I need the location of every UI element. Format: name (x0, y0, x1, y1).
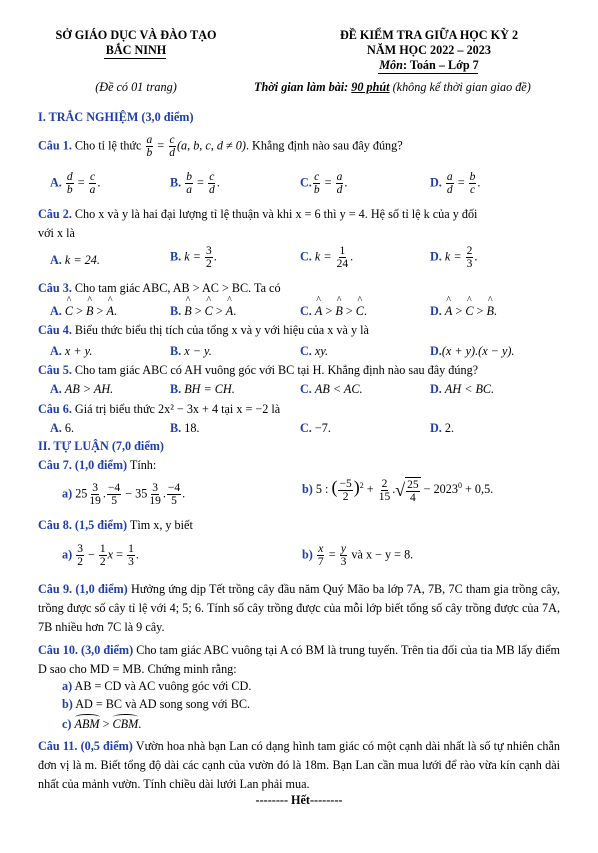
subject-value: : Toán – Lớp 7 (402, 58, 479, 72)
option-label: B. (170, 421, 182, 435)
q3-option-a[interactable]: A. ^ C > ^ B > ^ A. (50, 304, 117, 319)
option-label: D. (430, 344, 442, 358)
option-label: A. (50, 382, 62, 396)
q1-option-a[interactable]: A. $\frac{d}{b}$ = $\frac{c}{a}$ . (50, 171, 101, 197)
option-label: B. (170, 249, 182, 264)
question-8 (38, 518, 193, 533)
q1-option-b[interactable]: B. $\frac{b}{a}$ = $\frac{c}{d}$ . (170, 171, 220, 197)
question-4 (38, 323, 369, 338)
question-10-label: Câu 10. (38, 643, 78, 657)
part-label: c) (62, 717, 72, 731)
q5-option-d-text: AH < BC. (444, 382, 495, 396)
question-8-label: Câu 8. (38, 518, 72, 532)
option-label: A. (50, 304, 62, 318)
q2-option-c-text: k = (314, 249, 332, 264)
section-2-title: II. TỰ LUẬN (7,0 điểm) (38, 439, 164, 453)
q6-option-c[interactable] (300, 421, 331, 436)
part-label: a) (62, 486, 73, 501)
subject-line (286, 58, 572, 73)
question-3 (38, 281, 281, 296)
q10-part-c: c) ABM > CBM. (62, 717, 142, 731)
option-label: D. (430, 249, 442, 264)
province-name: BẮC NINH (105, 43, 167, 57)
question-11-text: Vườn hoa nhà bạn Lan có dạng hình tam giác có một cạnh dài nhất là số tự nhiên chẵn đơn vị là m. Biết tổng độ dài các cạnh của vườn đó là 18m. Bạn Lan cần mua lưới để rào vừa kín cạnh dài nhất của mảnh vườn. Tính chiều dài lưới Lan phải mua. (38, 739, 561, 791)
q3-option-d[interactable]: D. ^ A > ^ C > ^ B. (430, 304, 497, 319)
q8-part-b-tail: và x − y = 8. (348, 547, 414, 562)
question-9-text: Hưởng ứng dịp Tết trồng cây đầu năm Quý Mão ba lớp 7A, 7B, 7C tham gia trồng cây, trồng được số cây tỉ lệ với 4; 5; 6. Tính số cây trồng được của mỗi lớp biết tổng số cây trồng được của 7A, 7B nhiều hơn 7C là 9 cây. (38, 582, 560, 634)
option-label: A. (50, 344, 62, 358)
header-underline-right (378, 73, 478, 74)
question-8-text: Tìm x, y biết (127, 518, 193, 532)
q3-option-b[interactable]: B. ^ B > ^ C > ^ A. (170, 304, 236, 319)
question-7-points: (1,0 điểm) (74, 458, 128, 472)
subject-label: Môn (379, 58, 403, 72)
question-9 (38, 580, 560, 637)
question-6-text: Giá trị biểu thức 2x² − 3x + 4 tại x = −2 là (71, 402, 281, 416)
exam-title: ĐỀ KIỂM TRA GIỮA HỌC KỲ 2 (339, 28, 519, 42)
header-underline-left (104, 58, 166, 59)
q4-option-c-text: xy. (314, 344, 329, 358)
question-3-text: Cho tam giác ABC, AB > AC > BC. Ta có (71, 281, 281, 295)
q5-option-b[interactable] (170, 382, 235, 397)
question-6 (38, 402, 280, 417)
question-8-points: (1,5 điểm) (74, 518, 128, 532)
q2-option-a[interactable] (50, 253, 100, 268)
option-label: B. (170, 382, 182, 396)
q5-option-c[interactable] (300, 382, 363, 397)
option-label: C. (300, 344, 312, 358)
question-2 (38, 207, 477, 222)
q2-option-a-text: k = 24. (64, 253, 100, 267)
q1-option-c[interactable]: C. $\frac{c}{b}$ = $\frac{a}{d}$ . (300, 171, 348, 197)
option-label: D. (430, 382, 442, 396)
part-label: a) (62, 547, 73, 562)
question-3-label: Câu 3. (38, 281, 72, 295)
q4-option-d[interactable] (430, 344, 514, 359)
option-label: B. (170, 304, 182, 318)
q5-option-d[interactable] (430, 382, 494, 397)
q6-option-d[interactable] (430, 421, 454, 436)
q7-part-b: b) 5 : ( $\frac{-5}{2}$ )$^2$ + $\frac{2}{15}$ . √ $\frac{25}{4}$ − $2023^0 + 0,5$. (302, 477, 494, 504)
q4-option-a-text: x + y. (64, 344, 93, 358)
q2-option-c[interactable]: C. k = $\frac{1}{24}$ . (300, 245, 354, 271)
question-1-label: Câu 1. (38, 138, 72, 153)
q5-option-b-text: BH = CH. (184, 382, 235, 396)
option-label: D. (430, 421, 442, 435)
question-4-label: Câu 4. (38, 323, 72, 337)
q10-part-a (62, 679, 251, 694)
part-label: b) (302, 482, 313, 496)
question-6-label: Câu 6. (38, 402, 72, 416)
question-9-label: Câu 9. (38, 582, 73, 596)
part-label: a) (62, 679, 73, 693)
option-label: B. (170, 175, 182, 190)
option-label: C. (300, 249, 312, 264)
q4-option-c[interactable] (300, 344, 328, 359)
question-7 (38, 458, 156, 473)
question-10-text: Cho tam giác ABC vuông tại A có BM là trung tuyến. Trên tia đối của tia MB lấy điểm D sao cho MD = MB. Chứng minh rằng: (38, 643, 561, 676)
department-name: SỞ GIÁO DỤC VÀ ĐÀO TẠO (55, 28, 217, 42)
q4-option-b-text: x − y. (184, 344, 212, 358)
q10-part-b-text: AD = BC và AD song song với BC. (72, 697, 251, 711)
question-11 (38, 737, 560, 794)
q8-part-b: b) $\frac{x}{7}$ = $\frac{y}{3}$ và x − y = 8. (302, 543, 414, 569)
question-10 (38, 641, 560, 679)
question-1: Câu 1. Cho tỉ lệ thức $\frac{a}{b}$ = $\frac{c}{d}$ (a, b, c, d ≠ 0). Khẳng định nào sau đây đúng? (38, 134, 403, 160)
time-note: (không kể thời gian giao đề) (389, 80, 531, 94)
option-label: A. (50, 175, 62, 190)
option-label: D. (430, 304, 442, 318)
question-10-points: (3,0 điểm) (81, 643, 134, 657)
question-1-condition: (a, b, c, d ≠ 0) (176, 138, 246, 153)
q5-option-a[interactable] (50, 382, 113, 397)
part-label: b) (302, 547, 313, 562)
question-5 (38, 363, 478, 378)
q6-option-c-text: −7. (314, 421, 331, 435)
question-2-line-1: Cho x và y là hai đại lượng tỉ lệ thuận và khi x = 6 thì y = 4. Hệ số tỉ lệ k của y đối (71, 207, 478, 221)
q5-option-a-text: AB > AH. (64, 382, 114, 396)
q7-part-a: a) 25 $\frac{3}{19}$ . $\frac{-4}{5}$ − 35 $\frac{3}{19}$ . $\frac{-4}{5}$ . (62, 482, 186, 508)
question-1-text-a: Cho tỉ lệ thức (71, 138, 145, 153)
page-count-note: (Đề có 01 trang) (95, 80, 177, 94)
q5-option-c-text: AB < AC. (314, 382, 363, 396)
q4-option-a[interactable] (50, 344, 92, 359)
q2-option-b-text: k = (184, 249, 201, 264)
option-label: C. (300, 421, 312, 435)
q2-option-d[interactable]: D. k = $\frac{2}{3}$ . (430, 245, 478, 271)
q2-option-b[interactable]: B. k = $\frac{3}{2}$ . (170, 245, 217, 271)
option-label: C. (300, 304, 312, 318)
q6-option-b[interactable] (170, 421, 199, 436)
question-7-text: Tính: (127, 458, 157, 472)
school-year: NĂM HỌC 2022 – 2023 (367, 43, 491, 57)
q4-option-b[interactable] (170, 344, 212, 359)
option-label: C. (300, 382, 312, 396)
q6-option-a[interactable] (50, 421, 74, 436)
option-label: C. (300, 175, 312, 190)
question-7-label: Câu 7. (38, 458, 72, 472)
q2-option-d-text: k = (444, 249, 462, 264)
option-label: B. (170, 344, 182, 358)
question-2-label: Câu 2. (38, 207, 72, 221)
question-4-text: Biểu thức biểu thị tích của tổng x và y với hiệu của x và y là (71, 323, 369, 337)
question-5-text: Cho tam giác ABC có AH vuông góc với BC tại H. Khẳng định nào sau đây đúng? (71, 363, 479, 377)
q8-part-a: a) $\frac{3}{2}$ − $\frac{1}{2}$ x = $\frac{1}{3}$ . (62, 543, 139, 569)
q1-option-d[interactable]: D. $\frac{a}{d}$ = $\frac{b}{c}$ . (430, 171, 481, 197)
q3-option-c[interactable]: C. ^ A > ^ B > ^ C. (300, 304, 367, 319)
end-marker: -------- Hết-------- (255, 793, 343, 807)
part-label: b) (62, 697, 73, 711)
q6-option-d-text: 2. (444, 421, 455, 435)
q6-option-b-text: 18. (184, 421, 200, 435)
question-9-points: (1,0 điểm) (75, 582, 128, 596)
section-1-title: I. TRẮC NGHIỆM (3,0 điểm) (38, 110, 194, 124)
q10-part-a-text: AB = CD và AC vuông góc với CD. (72, 679, 252, 693)
question-2-line-2: với x là (38, 226, 75, 240)
question-5-label: Câu 5. (38, 363, 72, 377)
q6-option-a-text: 6. (64, 421, 75, 435)
option-label: A. (50, 421, 62, 435)
q4-option-d-text: (x + y).(x − y). (441, 344, 515, 358)
option-label: D. (430, 175, 442, 190)
question-1-text-b: . Khẳng định nào sau đây đúng? (245, 138, 403, 153)
q10-part-b (62, 697, 250, 712)
question-11-label: Câu 11. (38, 739, 78, 753)
time-label: Thời gian làm bài: (254, 80, 352, 94)
time-line (254, 80, 531, 95)
time-value: 90 phút (351, 80, 390, 94)
option-label: A. (50, 253, 62, 267)
question-11-points: (0,5 điểm) (80, 739, 133, 753)
